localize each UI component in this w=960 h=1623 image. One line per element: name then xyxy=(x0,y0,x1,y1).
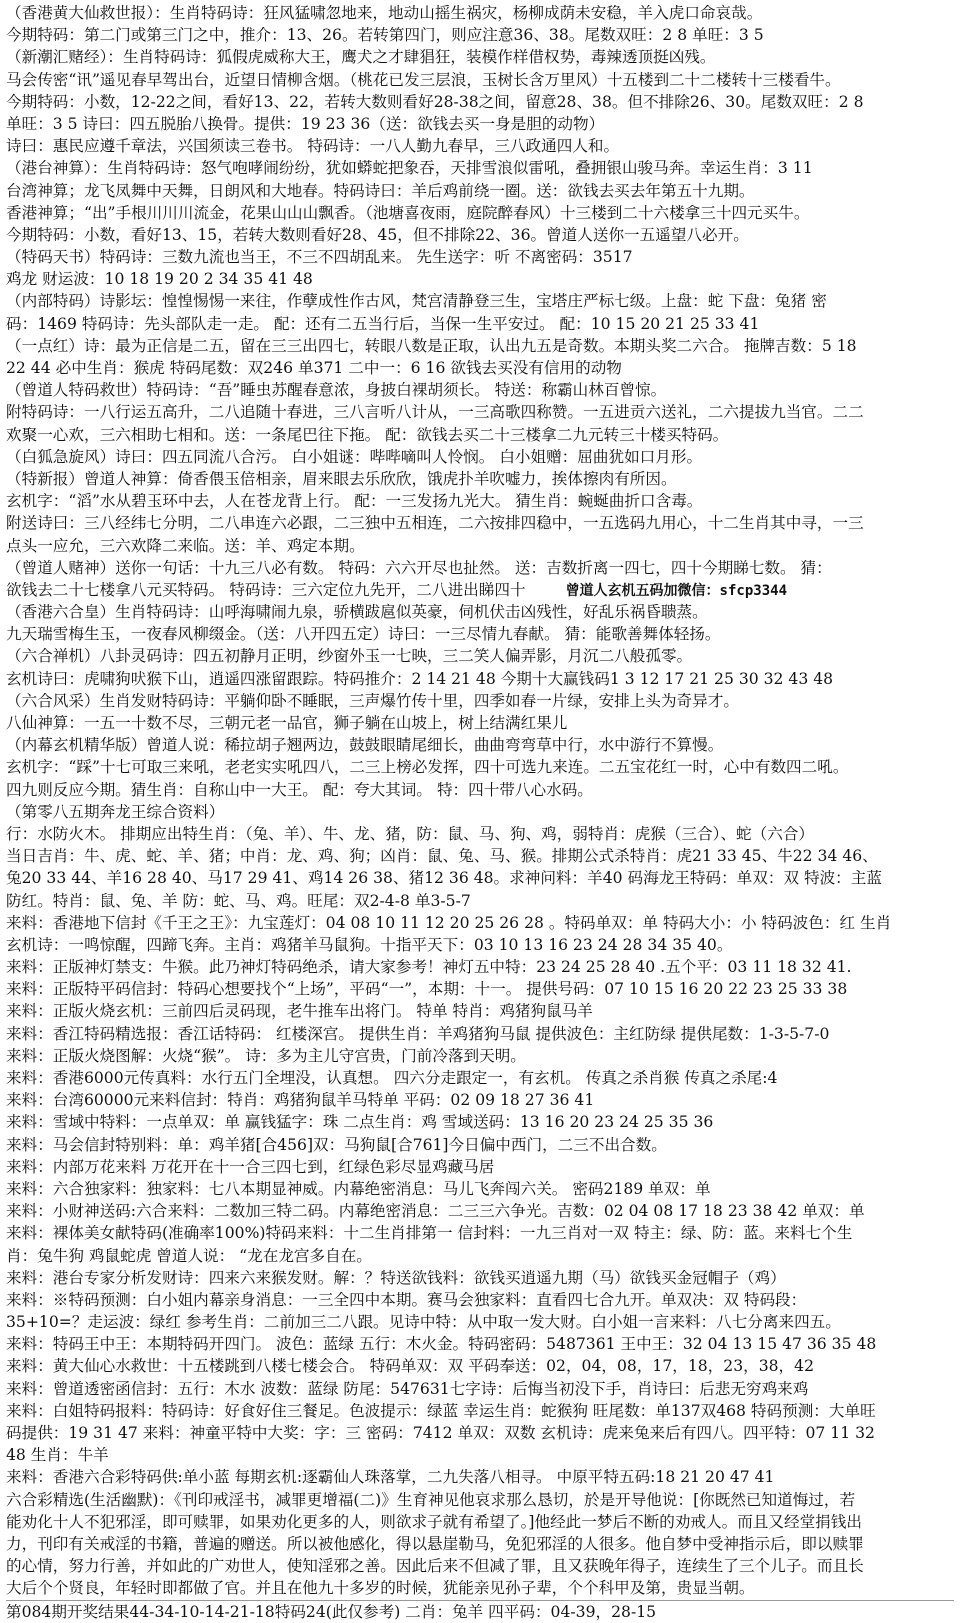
draw-result-footer: 第084期开奖结果44-34-10-14-21-18特码24(此仅参考) 二肖：兔羊 四平码：04-39，28-15 xyxy=(6,1600,954,1623)
text-line: 来料：香港6000元传真料：水行五门全埋没，认真想。 四六分走跟定一，有玄机。 传真之杀肖猴 传真之杀尾:4 xyxy=(6,1069,778,1087)
text-line: （第零八五期奔龙王综合资料） xyxy=(6,802,225,821)
text-line: 的心情，努力行善，并如此的广劝世人，使知淫邪之善。因此后来不但减了罪，且又获晚年得子，连续生了三个儿子。而且长 xyxy=(6,1557,864,1576)
text-line: 来料：雪域中特料：一点单双：单 赢钱猛字：珠 二点生肖：鸡 雪域送码：13 16 20 23 24 25 35 36 xyxy=(6,1113,714,1132)
text-line: 诗曰：惠民应遵千章法，兴国须读三卷书。 特码诗：一八人勤九春早，三八政通四人和。 xyxy=(6,137,620,156)
text-line: （特码天书）特码诗：三数九流也当王，不三不四胡乱来。 先生送字：听 不离密码：3517 xyxy=(6,248,633,267)
text-line: 香港神算；“出”手根川川川流金，花果山山山飘香。（池塘喜夜雨，庭院醉春风）十三楼到二十六楼拿三十四元买牛。 xyxy=(6,203,810,222)
text-line-body: 欲钱去二十七楼拿八元买特码。 特码诗：三六定位九先开，二八进出睇四十 xyxy=(6,580,526,599)
text-line: 码提供：19 31 47 来料：神童平特中大奖：字：三 密码：7412 单双：双数 玄机诗：虎来兔来后有四八。四平特：07 11 32 xyxy=(6,1424,875,1442)
text-line: 玄机诗：一鸣惊醒，四蹄飞奔。主肖：鸡猪羊马鼠狗。十指平天下：03 10 13 16 23 24 28 34 35 40。 xyxy=(6,935,733,954)
text-line: 附特码诗：一八行运五高升，二八追随十春进，三八言听八计从，一三高歌四称赞。一五进贡六送礼，二六提拔九当官。二二 xyxy=(6,403,864,422)
text-line: 来料：白姐特码报料：特码诗：好食好住三餐足。色波提示：绿蓝 幸运生肖：蛇猴狗 旺尾数：单137双468 特码预测：大单旺 xyxy=(6,1401,876,1420)
text-line: 能劝化十人不犯邪淫，即可赎罪，如果劝化更多的人，则欲求子就有希望了。]他经此一梦后不断的劝戒人。而且又经堂捐钱出 xyxy=(6,1512,862,1531)
text-line: 来料：正版神灯禁支：牛猴。此乃神灯特码绝杀，请大家参考！神灯五中特：23 24 25 28 40 .五个平：03 11 18 32 41. xyxy=(6,958,852,977)
text-line: 防红。特肖：鼠、兔、羊 防：蛇、马、鸡。旺尾：双2-4-8 单3-5-7 xyxy=(6,891,471,910)
text-line: 单旺：3 5 诗曰：四五脱胎八换骨。提供：19 23 36（送：欲钱去买一身是胆的动物） xyxy=(6,114,605,133)
text-line: 来料：港台专家分析发财诗：四来六来猴发财。解：？特送欲钱料：欲钱买逍遥九期（马）欲钱买金冠帽子（鸡） xyxy=(6,1268,786,1287)
text-line: 来料：正版特平码信封：特码心想要找个“上场”，平码“一”，本期：十一。 提供号码：07 10 15 16 20 22 23 25 33 38 xyxy=(6,980,848,999)
text-line: 来料：台湾60000元来料信封：特肖：鸡猪狗鼠羊马特单 平码：02 09 18 27 36 41 xyxy=(6,1091,595,1110)
text-line: （曾道人赌神）送你一句话：十九三八必有数。 特码：六六开尽也扯然。 送：吉数折离一四七，四十今期睇七数。 猜： xyxy=(6,558,832,577)
text-line: （曾道人特码救世）特码诗：“吾”睡虫苏醒春意浓，身披白裸胡须长。 特送：称霸山林百曾惊。 xyxy=(6,381,667,400)
text-line: 九天瑞雪梅生玉，一夜春风柳缀金。（送：八开四五定）诗曰：一三尽情九春献。 猜：能歌善舞体轻扬。 xyxy=(6,625,721,644)
text-line: 肖：兔牛狗 鸡鼠蛇虎 曾道人说： “龙在龙宫多自在。 xyxy=(6,1246,372,1265)
text-line: 当日吉肖：牛、虎、蛇、羊、猪；中肖：龙、鸡、狗；凶肖：鼠、兔、马、猴。排期公式杀特肖：虎21 33 45、牛22 34 46、 xyxy=(6,847,878,866)
text-line: （白狐急旋风）诗曰：四五同流八合污。 白小姐谜：哔哔嘀叫人怜悯。 白小姐赠：屈曲犹如口月形。 xyxy=(6,447,703,466)
wechat-contact-label: 曾道人玄机五码加微信：sfcp3344 xyxy=(565,582,787,599)
text-line: 来料：香港六合彩特码供:单小蓝 每期玄机:逐霸仙人珠落掌，二九失落八相寻。 中原平特五码:18 21 20 47 41 xyxy=(6,1468,775,1487)
text-line: （内幕玄机精华版）曾道人说：稀拉胡子翘两边，鼓鼓眼睛尾细长，曲曲弯弯草中行，水中游行不算慢。 xyxy=(6,736,724,755)
text-line: 来料：裸体美女献特码(准确率100%)特码来料：十二生肖排第一 信封料：一九三肖对一双 特主：绿、防：蓝。来料七个生 xyxy=(6,1224,853,1243)
text-line: 来料：六合独家料：独家料：七八本期显神威。内幕绝密消息：马儿飞奔闯六关。 密码2189 单双：单 xyxy=(6,1179,711,1198)
text-line: 点头一应允，三六欢降二来临。送：羊、鸡定本期。 xyxy=(6,536,365,555)
text-line: 来料：小财神送码:六合来料：二数加三特二码。内幕绝密消息：二三三六争光。吉数：02 04 08 17 18 23 38 42 单双：单 xyxy=(6,1202,865,1221)
text-line: 八仙神算：一五一十数不尽，三朝元老一品官，狮子躺在山坡上，树上结满红果儿 xyxy=(6,714,568,732)
text-line: （香港六合皇）生肖特码诗：山呼海啸闹九泉，骄横跋扈似英豪，伺机伏击凶残性，好乱乐祸昏聩蒸。 xyxy=(6,603,708,622)
text-line xyxy=(6,579,954,601)
text-line: 来料：黄大仙心水救世：十五楼跳到八楼七楼会合。 特码单双：双 平码奉送：02，04，08，17，18，23，38，42 xyxy=(6,1357,814,1376)
text-line: 欢聚一心欢，三六相助七相和。送：一条尾巴往下拖。 配：欲钱去买二十三楼拿二九元转三十楼买特码。 xyxy=(6,425,729,444)
text-line: 玄机字：“踩”十七可取三来吼，老老实实吼四八，二三上榜必发挥，四十可选九来连。二五宝花红一时，心中有数四二吼。 xyxy=(6,758,849,777)
text-line: 玄机字：“滔”水从碧玉环中去，人在苍龙背上行。 配：一三发扬九光大。 猜生肖：蜿蜒曲折口含毒。 xyxy=(6,492,703,511)
text-line: 22 44 必中生肖：猴虎 特码尾数：双246 单371 二中一：6 16 欲钱去买没有信用的动物 xyxy=(6,359,622,377)
text-line: 力，刊印有关戒淫的书籍，普遍的赠送。所以被他感化，得以悬崖勒马，免犯邪淫的人很多。他自梦中受神指示后，即以赎罪 xyxy=(6,1534,864,1553)
text-line: （六合风采）生肖发财特码诗：平躺仰卧不睡眠，三声爆竹传十里，四季如春一片绿，安排上头为奇异才。 xyxy=(6,691,739,710)
text-line: 兔20 33 44、羊16 28 40、马17 29 41、鸡14 26 38、猪12 36 48。求神问料：羊40 码海龙王特码：单双：双 特波：主蓝 xyxy=(6,869,882,888)
text-line: 鸡龙 财运波：10 18 19 20 2 34 35 41 48 xyxy=(6,270,313,289)
text-line: （香港黄大仙救世报）：生肖特码诗：狂风猛啸忽地来，地动山摇生祸灾，杨柳成荫未安稳，羊入虎口命哀哉。 xyxy=(6,4,763,22)
text-line: 来料：马会信封特别料：单：鸡羊猪[合456]双：马狗鼠[合761]今日偏中西门，二三不出合数。 xyxy=(6,1135,667,1154)
text-line: （内部特码）诗影坛：惶惶惕惕一来往，作孽成性作古风，梵宫清静登三生，宝塔庄严标七级。上盘：蛇 下盘：兔猪 密 xyxy=(6,292,827,311)
text-line: 来料：※特码预测：白小姐内幕亲身消息：一三全四中本期。赛马会独家料：直看四七合九开。单双决：双 特码段： xyxy=(6,1290,807,1309)
text-line: 玄机诗曰：虎啸狗吠猴下山，逍遥四涨留跟踪。特码推介：2 14 21 48 今期十大赢钱码1 3 12 17 21 25 30 32 43 48 xyxy=(6,669,834,688)
text-line: 来料：正版火烧玄机：三前四后灵码现，老牛推车出将门。 特单 特肖：鸡猪狗鼠马羊 xyxy=(6,1002,593,1021)
text-line: 四九则反应今期。猜生肖：自称山中一大王。 配：夸大其词。 特：四十带八心水码。 xyxy=(6,780,593,799)
text-line: 台湾神算；龙飞凤舞中天舞，日朗风和大地春。特码诗曰：羊后鸡前绕一圈。送：欲钱去买去年第五十九期。 xyxy=(6,181,755,200)
text-line: （港台神算）：生肖特码诗：怒气咆哮闹纷纷，犹如蟒蛇把象吞，天排雪浪似雷吼，叠拥银山骏马奔。幸运生肖：3 11 xyxy=(6,159,813,178)
text-line: 来料：内部万花来料 万花开在十一合三四七到，红绿色彩尽显鸡藏马居 xyxy=(6,1157,495,1176)
text-line: 今期特码：第二门或第三门之中，推介：13、26。若转第四门，则应注意36、38。尾数双旺：2 8 单旺：3 5 xyxy=(6,26,764,45)
text-line: （新潮汇赌经）：生肖特码诗：狐假虎威称大王，鹰犬之才肆猖狂，装模作样借权势，毒辣透顶挺凶残。 xyxy=(6,48,716,67)
text-line: 来料：正版火烧图解：火烧“猴”。 诗：多为主儿守宫贵，门前冷落到天明。 xyxy=(6,1046,526,1065)
text-line: 码：1469 特码诗：先头部队走一走。 配：还有二五当行后，当保一生平安过。 配：10 15 20 21 25 33 41 xyxy=(6,314,760,333)
text-line: 行：水防火木。 排期应出特生肖：（兔、羊）、牛、龙、猪，防：鼠、马、狗、鸡，弱特肖：虎猴（三合）、蛇（六合） xyxy=(6,824,815,843)
text-line: （一点红）诗：最为正信是二五，留在三三出四七，转眼八数是正取，认出九五是奇数。本期头奖二六合。 拖牌吉数：5 18 xyxy=(6,336,857,355)
text-line: 六合彩精选(生活幽默)：《刊印戒淫书，减罪更增福(二)》生育神见他哀求那么恳切，於是开导他说：[你既然已知道悔过，若 xyxy=(6,1490,856,1509)
text-line: 来料：香港地下信封《千王之王》：九宝莲灯：04 08 10 11 12 20 25 26 28 。特码单双：单 特码大小：小 特码波色：红 生肖 xyxy=(6,913,892,932)
text-line: 来料：香江特码精选报：香江话特码： 红楼深宫。 提供生肖：羊鸡猪狗马鼠 提供波色：主红防绿 提供尾数：1-3-5-7-0 xyxy=(6,1024,830,1043)
text-line: 35+10=？走运波：绿红 参考生肖：二前加三二八跟。见诗中特：从中取一发大财。白小姐一言来料：八七分离来四五。 xyxy=(6,1313,841,1332)
text-line: 来料：特码王中王：本期特码开四门。 波色：蓝绿 五行：木火金。特码密码：5487361 王中王：32 04 13 15 47 36 35 48 xyxy=(6,1335,877,1354)
text-line: 马会传密“讯”遥见春早驾出台，近望日情柳含烟。（桃花已发三层浪，玉树长含万里风）十五楼到二十二楼转十三楼看牛。 xyxy=(6,70,841,89)
text-line: 今期特码：小数，看好13、15，若转大数则看好28、45，但不排除22、36。曾道人送你一五遥望八必开。 xyxy=(6,225,749,244)
text-line: 今期特码：小数，12-22之间，看好13、22，若转大数则看好28-38之间，留意28、38。但不排除26、30。尾数双旺：2 8 xyxy=(6,92,864,111)
text-line: 48 生肖：牛羊 xyxy=(6,1446,109,1465)
text-line: （六合禅机）八卦灵码诗：四五初静月正明，纱窗外玉一七映，三二笑人偏弄影，月沉二八般孤零。 xyxy=(6,647,693,666)
text-line: （特新报）曾道人神算：倚香偎玉倍相亲，眉来眼去乐欣欣，饿虎扑羊吹嘘力，挨体擦肉有所因。 xyxy=(6,469,677,488)
text-line: 附送诗曰：三八经纬七分明，二八串连六必跟，二三独中五相连，二六按排四稳中，一五选码九用心，十二生肖其中寻，一三 xyxy=(6,514,864,533)
text-line: 来料：曾道透密函信封：五行：木水 波数：蓝绿 防尾：547631七字诗：后悔当初没下手，肖诗曰：后悲无穷鸡来鸡 xyxy=(6,1379,809,1398)
text-column xyxy=(6,2,954,1600)
text-line: 大后个个贤良，年轻时即都做了官。并且在他九十多岁的时候，犹能亲见孙子辈，个个科甲及第，贵显当朝。 xyxy=(6,1579,755,1598)
